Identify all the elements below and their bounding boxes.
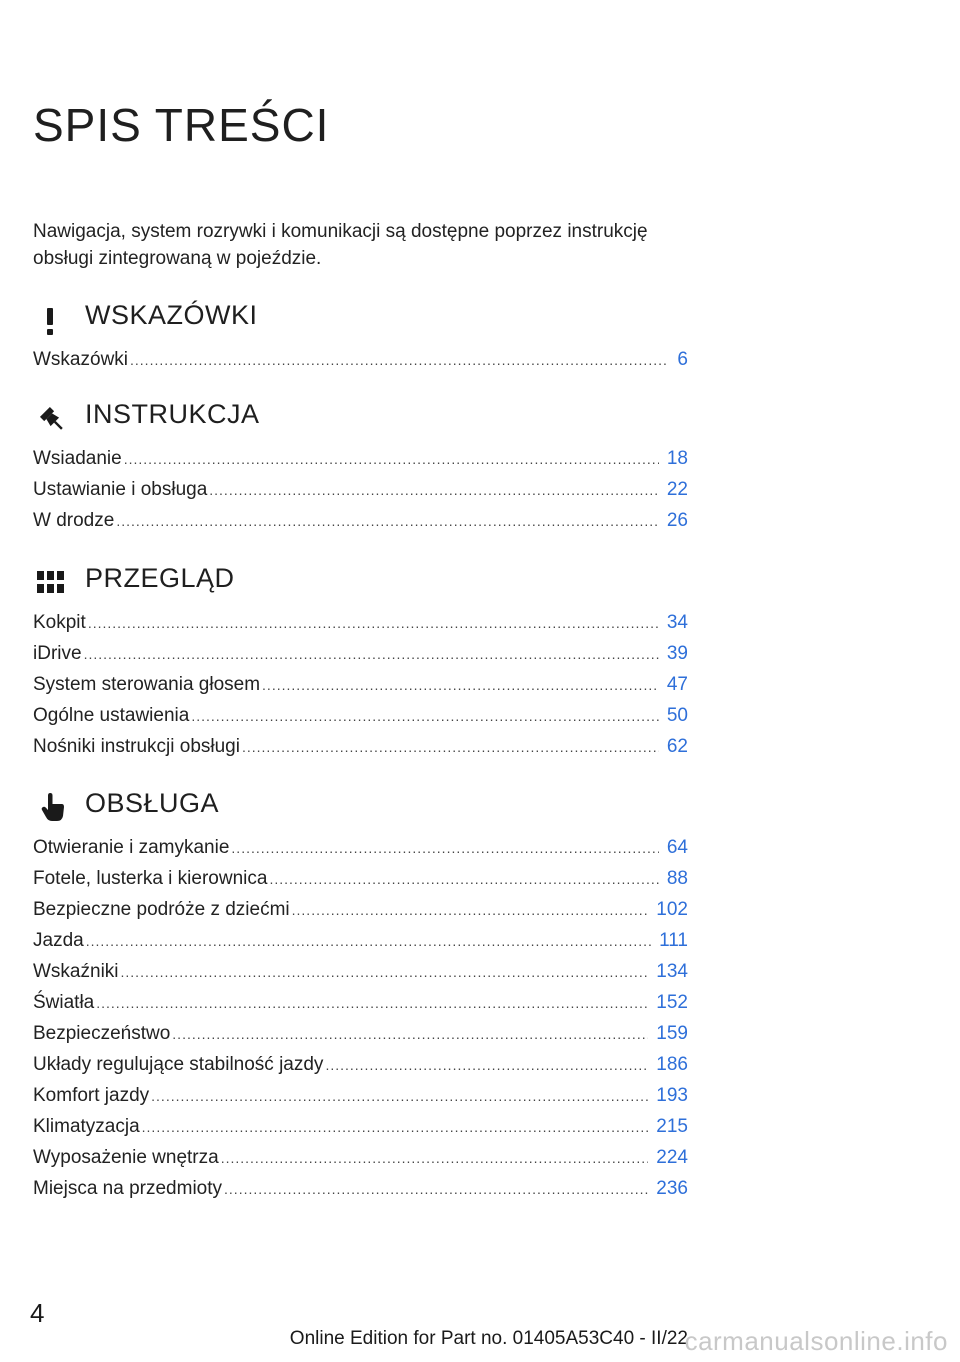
toc-entry-label: Wskaźniki	[33, 961, 119, 982]
toc-entry[interactable]	[33, 992, 688, 1023]
toc-entry[interactable]	[33, 705, 688, 736]
section-header	[33, 561, 688, 603]
toc-entry-label: Ogólne ustawienia	[33, 705, 190, 726]
toc-entry-label: Nośniki instrukcji obsługi	[33, 736, 240, 757]
section-obsluga	[33, 786, 688, 1209]
toc-leader-dots	[262, 677, 659, 693]
toc-leader-dots	[121, 964, 649, 980]
toc-entry-label: Fotele, lusterka i kierownica	[33, 868, 268, 889]
toc-page-link[interactable]: 62	[666, 736, 688, 757]
toc-entry[interactable]	[33, 899, 688, 930]
toc-entry[interactable]	[33, 961, 688, 992]
toc-entry-label: Klimatyzacja	[33, 1116, 140, 1137]
toc-page-link[interactable]: 224	[656, 1147, 688, 1168]
toc-entry-label: Ustawianie i obsługa	[33, 479, 208, 500]
section-title: INSTRUKCJA	[85, 399, 260, 429]
toc-leader-dots	[172, 1026, 648, 1042]
toc-page-link[interactable]: 26	[666, 510, 688, 531]
grid-icon	[33, 565, 73, 599]
toc-leader-dots	[292, 902, 649, 918]
toc-page-link[interactable]: 18	[666, 448, 688, 469]
toc-entry[interactable]	[33, 448, 688, 479]
hand-pointer-icon	[33, 790, 73, 824]
toc-leader-dots	[224, 1181, 648, 1197]
toc-entry-label: Układy regulujące stabilność jazdy	[33, 1054, 324, 1075]
toc-page-link[interactable]: 39	[666, 643, 688, 664]
toc-page-link[interactable]: 159	[656, 1023, 688, 1044]
toc-leader-dots	[86, 933, 651, 949]
toc-entry-label: Otwieranie i zamykanie	[33, 837, 230, 858]
toc-page-link[interactable]: 236	[656, 1178, 688, 1199]
toc-entry[interactable]	[33, 1116, 688, 1147]
toc-entry[interactable]	[33, 1054, 688, 1085]
toc-entry[interactable]	[33, 510, 688, 541]
section-przeglad	[33, 561, 688, 767]
page-title: SPIS TREŚCI	[33, 99, 330, 151]
toc-entry[interactable]	[33, 643, 688, 674]
toc-page-link[interactable]: 215	[656, 1116, 688, 1137]
toc-page-link[interactable]: 186	[656, 1054, 688, 1075]
intro-text: Nawigacja, system rozrywki i komunikacji są dostępne poprzez instrukcję obsługi zintegrowaną w pojeździe.	[33, 221, 648, 269]
toc-entry[interactable]	[33, 837, 688, 868]
toc-entry-label: Bezpieczne podróże z dziećmi	[33, 899, 290, 920]
toc-leader-dots	[231, 840, 658, 856]
toc-entry[interactable]	[33, 479, 688, 510]
toc-page-link[interactable]: 88	[666, 868, 688, 889]
toc-entry-label: Jazda	[33, 930, 84, 951]
toc-leader-dots	[130, 352, 669, 368]
toc-entry[interactable]	[33, 1023, 688, 1054]
toc-page-link[interactable]: 22	[666, 479, 688, 500]
pin-icon	[33, 401, 73, 435]
toc-entry[interactable]	[33, 349, 688, 380]
toc-page-link[interactable]: 152	[656, 992, 688, 1013]
section-title: WSKAZÓWKI	[85, 300, 258, 330]
toc-entry-label: iDrive	[33, 643, 82, 664]
toc-page-link[interactable]: 50	[666, 705, 688, 726]
section-title: OBSŁUGA	[85, 788, 220, 818]
toc-leader-dots	[209, 482, 659, 498]
toc-entry[interactable]	[33, 868, 688, 899]
toc-entry-label: Wskazówki	[33, 349, 129, 370]
toc-page-link[interactable]: 134	[656, 961, 688, 982]
toc-leader-dots	[269, 871, 658, 887]
page-number: 4	[30, 1298, 45, 1328]
section-wskazowki	[33, 298, 688, 380]
toc-page-link[interactable]: 111	[659, 930, 688, 951]
exclamation-icon	[33, 302, 73, 336]
toc-page-link[interactable]: 193	[656, 1085, 688, 1106]
toc-page-link[interactable]: 34	[666, 612, 688, 633]
toc-leader-dots	[191, 708, 659, 724]
toc-entry[interactable]	[33, 1085, 688, 1116]
toc-leader-dots	[84, 646, 659, 662]
toc-page-link[interactable]: 64	[666, 837, 688, 858]
toc-entry-label: Miejsca na przedmioty	[33, 1178, 223, 1199]
section-header	[33, 298, 688, 340]
watermark: carmanualsonline.info	[684, 1326, 948, 1356]
toc-entry-label: Wyposażenie wnętrza	[33, 1147, 219, 1168]
toc-entry[interactable]	[33, 1178, 688, 1209]
toc-leader-dots	[151, 1088, 648, 1104]
toc-leader-dots	[142, 1119, 649, 1135]
section-header	[33, 786, 688, 828]
footer-edition: Online Edition for Part no. 01405A53C40 - II/22	[289, 1328, 688, 1349]
toc-entry-label: Kokpit	[33, 612, 86, 633]
section-instrukcja	[33, 397, 688, 541]
toc-entry[interactable]	[33, 1147, 688, 1178]
toc-entry-label: Wsiadanie	[33, 448, 122, 469]
toc-entry[interactable]	[33, 736, 688, 767]
toc-leader-dots	[116, 513, 659, 529]
toc-leader-dots	[96, 995, 648, 1011]
toc-page-link[interactable]: 102	[656, 899, 688, 920]
toc-leader-dots	[325, 1057, 648, 1073]
toc-entry-label: Światła	[33, 992, 95, 1013]
section-title: PRZEGLĄD	[85, 563, 235, 593]
toc-entry-label: Komfort jazdy	[33, 1085, 150, 1106]
toc-leader-dots	[88, 615, 659, 631]
toc-entry-label: Bezpieczeństwo	[33, 1023, 171, 1044]
toc-leader-dots	[242, 739, 659, 755]
toc-entry-label: System sterowania głosem	[33, 674, 261, 695]
toc-entry[interactable]	[33, 674, 688, 705]
toc-entry[interactable]	[33, 612, 688, 643]
toc-entry-label: W drodze	[33, 510, 115, 531]
toc-leader-dots	[221, 1150, 649, 1166]
section-header	[33, 397, 688, 439]
toc-page-link[interactable]: 6	[677, 349, 688, 370]
toc-leader-dots	[124, 451, 659, 467]
toc-page-link[interactable]: 47	[666, 674, 688, 695]
toc-entry[interactable]	[33, 930, 688, 961]
